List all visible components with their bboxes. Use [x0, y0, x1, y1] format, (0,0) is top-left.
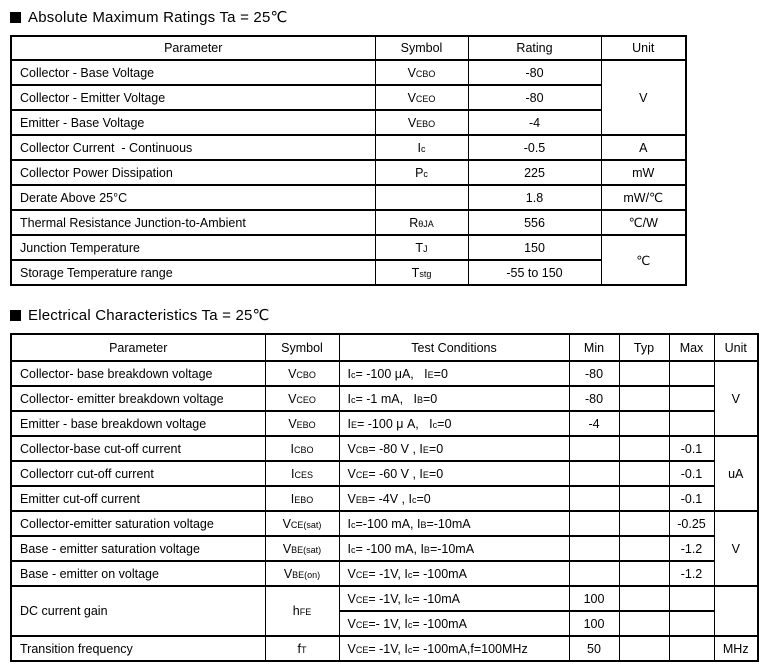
table-cell: Collector-emitter saturation voltage — [11, 511, 265, 536]
table-cell: 100 — [569, 586, 619, 611]
table-cell: 100 — [569, 611, 619, 636]
table-cell: VCE= -1V, Ic= -100mA,f=100MHz — [339, 636, 569, 661]
column-header: Parameter — [11, 334, 265, 361]
table-cell: Collector- emitter breakdown voltage — [11, 386, 265, 411]
table-cell: -1.2 — [669, 536, 714, 561]
table-cell: Storage Temperature range — [11, 260, 375, 285]
absolute-maximum-ratings-table — [10, 35, 687, 286]
table-cell: -0.25 — [669, 511, 714, 536]
table-cell: Base - emitter saturation voltage — [11, 536, 265, 561]
table-cell: mW — [601, 160, 686, 185]
table-cell: -0.5 — [468, 135, 601, 160]
table-cell: VEB= -4V , Ic=0 — [339, 486, 569, 511]
table-cell: Emitter cut-off current — [11, 486, 265, 511]
table-cell: TJ — [375, 235, 468, 260]
table-row — [11, 160, 686, 185]
table-row — [11, 210, 686, 235]
table-cell: Pc — [375, 160, 468, 185]
table-cell: ICES — [265, 461, 339, 486]
table-cell: hFE — [265, 586, 339, 636]
table-row — [11, 536, 758, 561]
table-cell: IE= -100 μ A, Ic=0 — [339, 411, 569, 436]
table-cell: -0.1 — [669, 486, 714, 511]
table-row — [11, 85, 686, 110]
table-cell: -80 — [468, 60, 601, 85]
table-row — [11, 135, 686, 160]
table-cell: Collector- base breakdown voltage — [11, 361, 265, 386]
column-header: Typ — [619, 334, 669, 361]
table-cell: Emitter - Base Voltage — [11, 110, 375, 135]
table-cell: Collector Power Dissipation — [11, 160, 375, 185]
table-cell: Junction Temperature — [11, 235, 375, 260]
table-cell: VCB= -80 V , IE=0 — [339, 436, 569, 461]
header-row — [11, 36, 686, 60]
table-cell: Transition frequency — [11, 636, 265, 661]
table-cell — [569, 536, 619, 561]
electrical-characteristics-section — [10, 333, 765, 662]
table-row — [11, 411, 758, 436]
table-cell: Collector Current - Continuous — [11, 135, 375, 160]
table-cell: A — [601, 135, 686, 160]
table-cell: Collector - Emitter Voltage — [11, 85, 375, 110]
table-cell: MHz — [714, 636, 758, 661]
table-cell: -0.1 — [669, 461, 714, 486]
electrical-characteristics-table — [10, 333, 759, 662]
table-cell — [669, 386, 714, 411]
section-title-text: Electrical Characteristics Ta = 25℃ — [28, 307, 270, 324]
table-cell: VCE= -1V, Ic= -100mA — [339, 561, 569, 586]
table-cell: Ic= -1 mA, IB=0 — [339, 386, 569, 411]
absolute-maximum-ratings-section — [10, 35, 765, 286]
table-cell: Emitter - base breakdown voltage — [11, 411, 265, 436]
table-row — [11, 511, 758, 536]
table-cell — [619, 586, 669, 611]
table-cell: VEBO — [375, 110, 468, 135]
column-header: Test Conditions — [339, 334, 569, 361]
table-cell: -80 — [569, 361, 619, 386]
table-cell — [619, 386, 669, 411]
column-header: Symbol — [375, 36, 468, 60]
table-cell: VBE(on) — [265, 561, 339, 586]
table-row — [11, 185, 686, 210]
table-cell: Base - emitter on voltage — [11, 561, 265, 586]
table-cell: VCBO — [375, 60, 468, 85]
table-row — [11, 561, 758, 586]
column-header: Unit — [714, 334, 758, 361]
table-cell — [619, 486, 669, 511]
table-cell: RθJA — [375, 210, 468, 235]
table-cell — [619, 636, 669, 661]
table-cell — [619, 461, 669, 486]
table-cell: mW/℃ — [601, 185, 686, 210]
table-row — [11, 461, 758, 486]
section-title-electrical-characteristics — [10, 306, 765, 324]
table-cell: ℃/W — [601, 210, 686, 235]
table-cell — [569, 461, 619, 486]
table-cell: ℃ — [601, 235, 686, 285]
table-cell: IEBO — [265, 486, 339, 511]
table-cell — [619, 361, 669, 386]
table-cell: VCEO — [265, 386, 339, 411]
table-row — [11, 386, 758, 411]
table-cell — [569, 486, 619, 511]
table-row — [11, 486, 758, 511]
section-title-text: Absolute Maximum Ratings Ta = 25℃ — [28, 9, 288, 26]
table-cell — [375, 185, 468, 210]
table-cell: V — [714, 511, 758, 586]
table-cell: -1.2 — [669, 561, 714, 586]
table-cell — [619, 411, 669, 436]
table-row — [11, 586, 758, 611]
table-cell: -55 to 150 — [468, 260, 601, 285]
table-cell: 556 — [468, 210, 601, 235]
table-cell: V — [714, 361, 758, 436]
section-marker-icon — [10, 12, 21, 23]
table-cell: 50 — [569, 636, 619, 661]
table-row — [11, 436, 758, 461]
table-cell: fT — [265, 636, 339, 661]
table-cell — [669, 636, 714, 661]
table-cell — [569, 511, 619, 536]
table-cell: V — [601, 60, 686, 135]
table-cell: 1.8 — [468, 185, 601, 210]
table-cell: Ic=-100 mA, IB=-10mA — [339, 511, 569, 536]
table-cell — [619, 511, 669, 536]
section-gap — [10, 286, 765, 306]
table-row — [11, 361, 758, 386]
table-cell: VCE(sat) — [265, 511, 339, 536]
column-header: Max — [669, 334, 714, 361]
table-cell — [619, 536, 669, 561]
table-cell: Collectorr cut-off current — [11, 461, 265, 486]
table-cell — [619, 611, 669, 636]
table-cell: VCE=- 1V, Ic= -100mA — [339, 611, 569, 636]
table-cell: VCE= -1V, Ic= -10mA — [339, 586, 569, 611]
column-header: Min — [569, 334, 619, 361]
table-cell: uA — [714, 436, 758, 511]
table-row — [11, 235, 686, 260]
table-cell: Collector - Base Voltage — [11, 60, 375, 85]
column-header: Rating — [468, 36, 601, 60]
table-cell: -4 — [569, 411, 619, 436]
table-cell: -80 — [468, 85, 601, 110]
table-cell: VCE= -60 V , IE=0 — [339, 461, 569, 486]
column-header: Parameter — [11, 36, 375, 60]
table-cell: Tstg — [375, 260, 468, 285]
table-cell: VEBO — [265, 411, 339, 436]
table-cell — [569, 436, 619, 461]
table-cell: Derate Above 25°C — [11, 185, 375, 210]
table-cell: -80 — [569, 386, 619, 411]
table-cell: VBE(sat) — [265, 536, 339, 561]
table-cell — [619, 436, 669, 461]
table-cell: DC current gain — [11, 586, 265, 636]
table-cell — [669, 361, 714, 386]
table-row — [11, 60, 686, 85]
column-header: Symbol — [265, 334, 339, 361]
table-cell: VCEO — [375, 85, 468, 110]
table-row — [11, 110, 686, 135]
table-cell: ICBO — [265, 436, 339, 461]
section-title-absolute-maximum-ratings — [10, 8, 765, 26]
section-marker-icon — [10, 310, 21, 321]
table-row — [11, 636, 758, 661]
table-cell — [569, 561, 619, 586]
column-header: Unit — [601, 36, 686, 60]
table-cell: Ic= -100 μA, IE=0 — [339, 361, 569, 386]
table-cell: 150 — [468, 235, 601, 260]
table-cell: -4 — [468, 110, 601, 135]
table-cell: Collector-base cut-off current — [11, 436, 265, 461]
table-cell — [669, 411, 714, 436]
table-cell: Ic= -100 mA, IB=-10mA — [339, 536, 569, 561]
table-row — [11, 260, 686, 285]
table-cell — [619, 561, 669, 586]
table-cell — [714, 586, 758, 636]
table-cell — [669, 586, 714, 611]
header-row — [11, 334, 758, 361]
table-cell: Ic — [375, 135, 468, 160]
table-cell — [669, 611, 714, 636]
table-cell: 225 — [468, 160, 601, 185]
table-cell: Thermal Resistance Junction-to-Ambient — [11, 210, 375, 235]
table-cell: VCBO — [265, 361, 339, 386]
table-cell: -0.1 — [669, 436, 714, 461]
